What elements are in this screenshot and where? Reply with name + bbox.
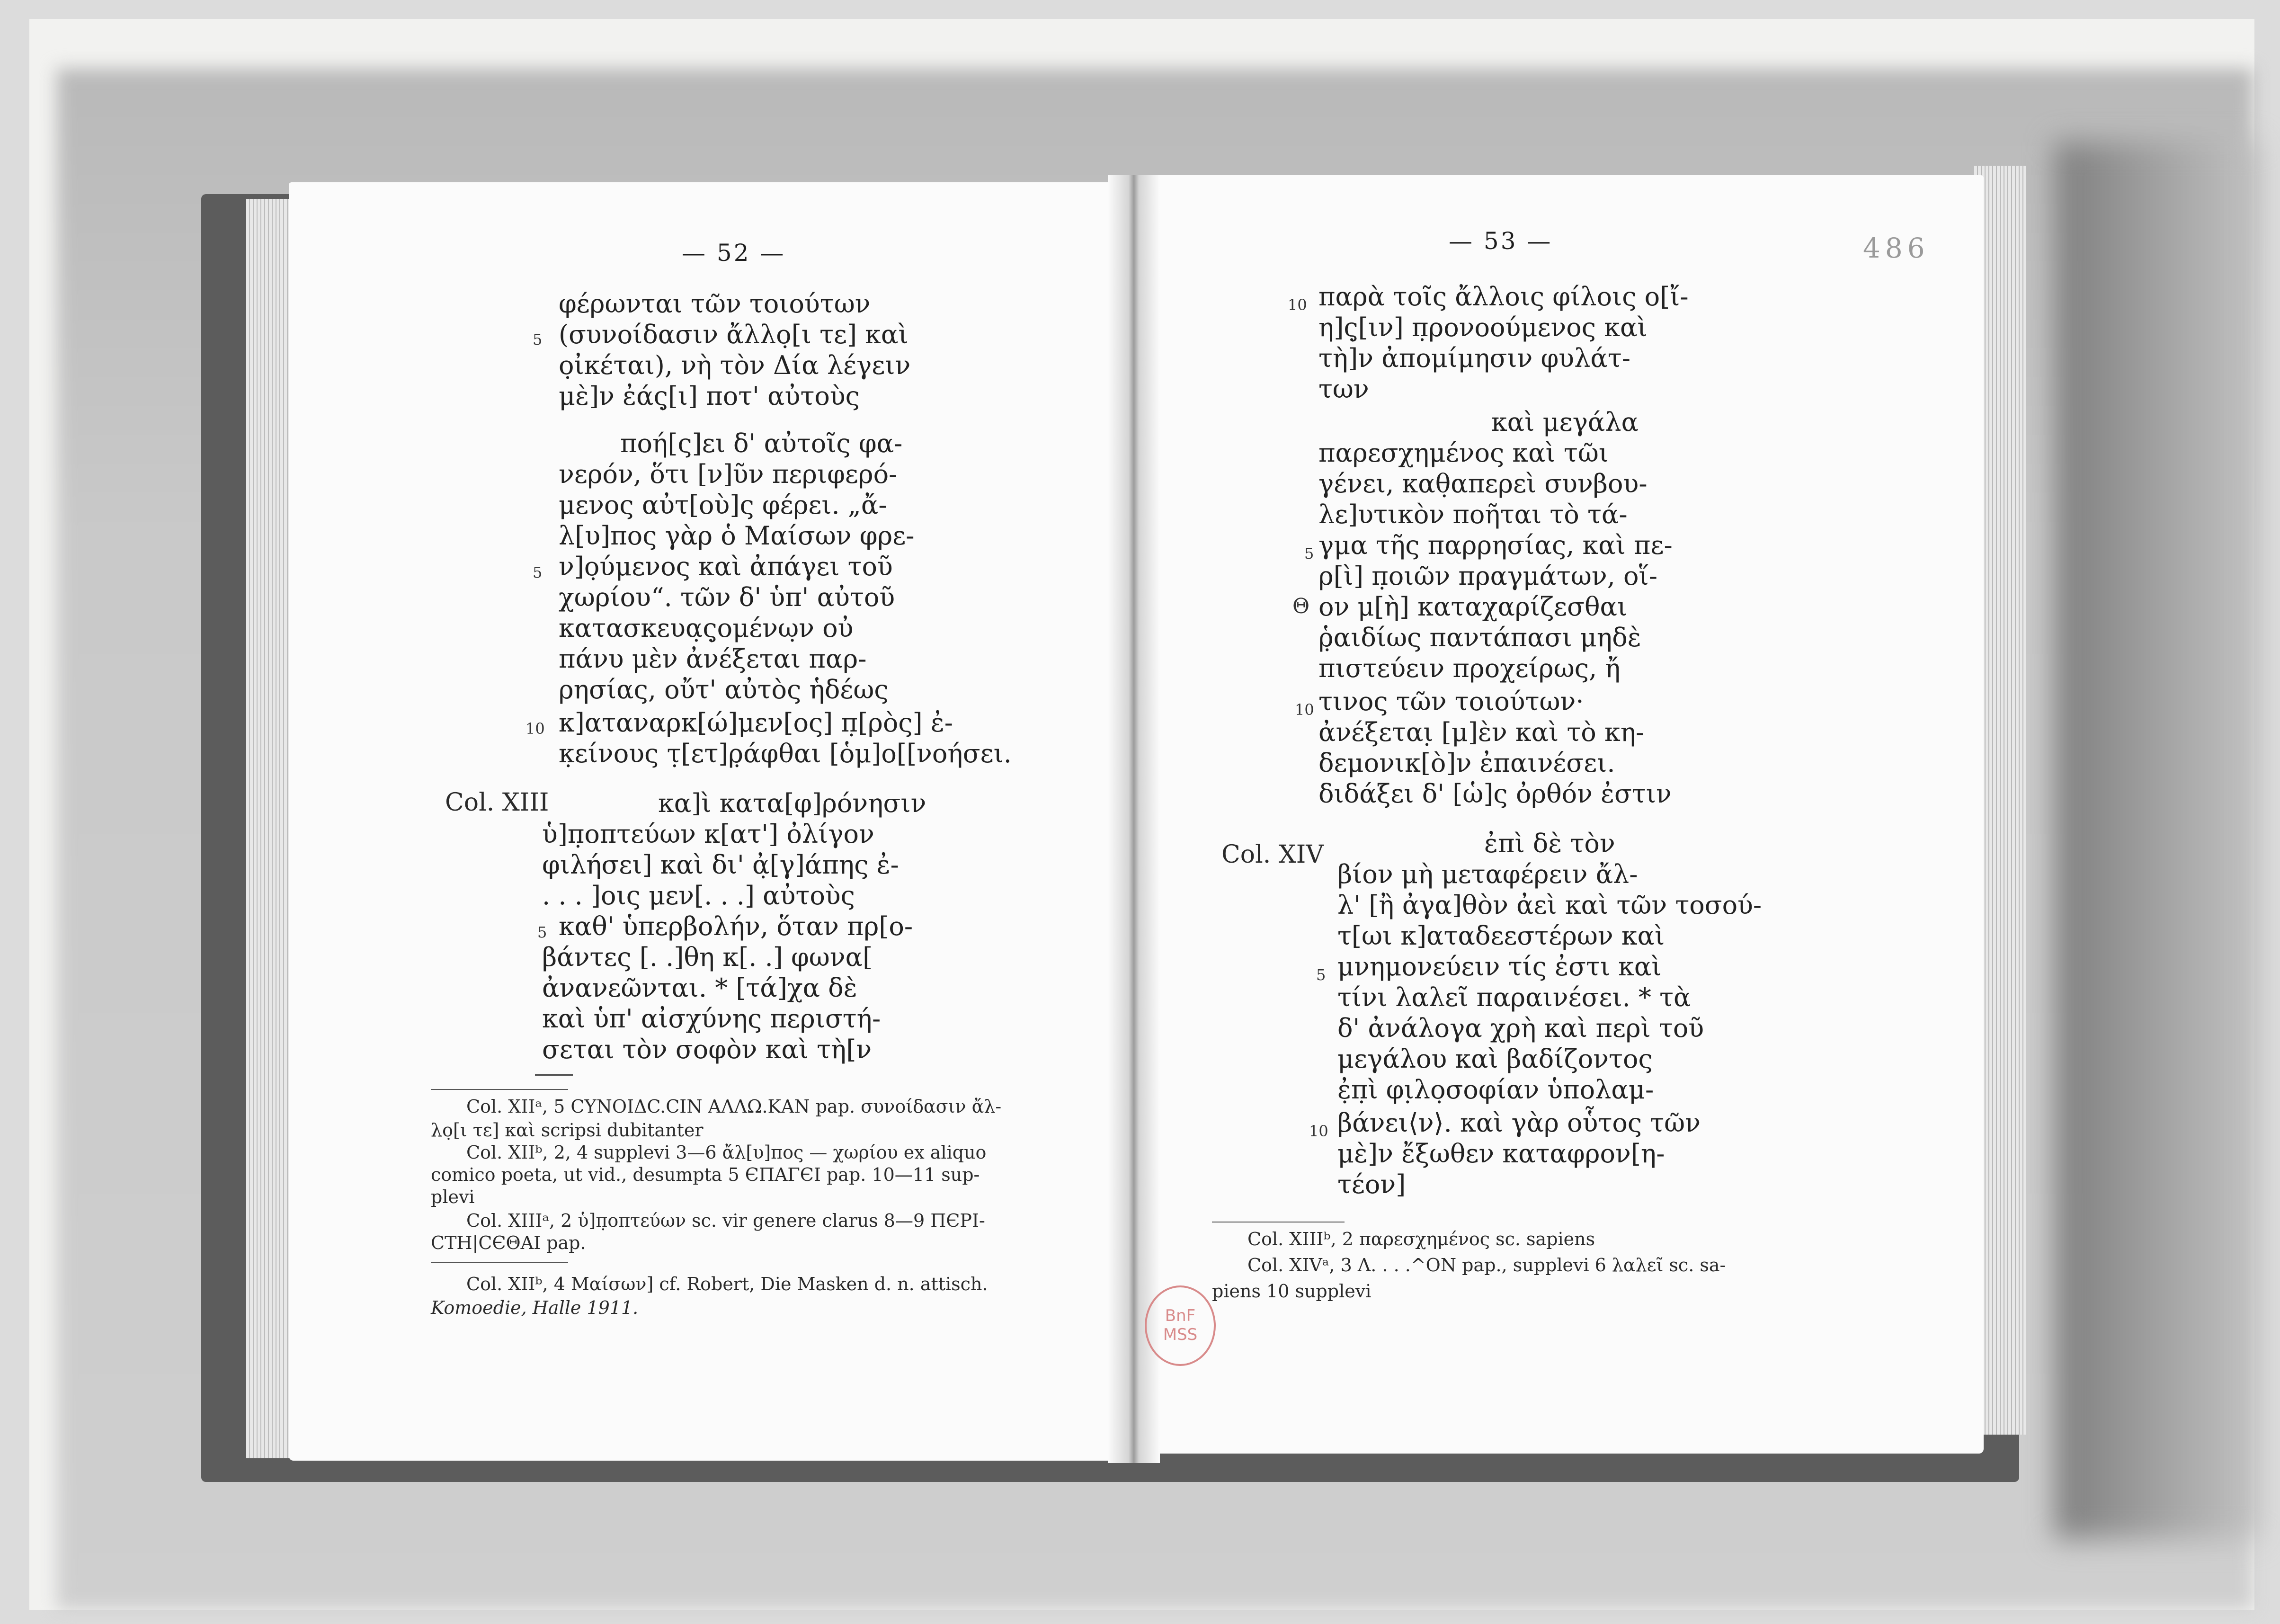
column-label: Col. XIV [1221,840,1324,869]
line-number: 5 [1316,966,1326,984]
text-line: (συνοίδασιν ἄλλο̣[ι τε] καὶ [559,320,908,349]
text-line: γένει, καθ̣απερεὶ συνβου- [1318,469,1648,499]
footnote-line: piens 10 supplevi [1212,1281,1372,1302]
text-line: τίνι λαλεῖ παραινέσει. * τὰ [1337,982,1691,1012]
stamp-line-2: MSS [1163,1325,1198,1344]
text-line: βίον μὴ μεταφέρειν ἄλ- [1337,859,1638,889]
footnote-line: λο̣[ι τε] καὶ scripsi dubitanter [431,1120,704,1141]
text-line: κ]αταναρκ[ώ]μεν[ος] π̣[ρὸς] ἐ- [559,708,953,738]
text-line: ἀνέξεται̣ [μ]ὲν καὶ τὸ κη- [1318,717,1645,747]
footnote-divider [431,1089,568,1090]
text-line: ὑ]π̣οπτεύων κ[ατ'] ὀλίγον [542,819,874,849]
footnote-divider-2 [431,1262,568,1263]
text-line: τινος τῶν τοιούτων· [1318,687,1584,716]
column-label: Col. XIII [445,788,549,817]
text-line: κατασκευα̣ς̣ομένω̣ν οὐ [559,613,854,643]
text-line: μεγάλου καὶ βαδίζοντος [1337,1044,1653,1074]
footnote-line: Col. XIIᵇ, 4 Μαίσων] cf. Robert, Die Masken d. n. attisch. [466,1274,988,1294]
page-number-right: — 53 — [1449,227,1553,255]
text-line: φέρωνται τῶν τοιούτων [559,289,871,319]
text-line: χωρίου“. τῶν δ' ὑπ' αὐτοῦ [559,582,895,612]
footnote-line: Col. XIIᵃ, 5 CYNOIΔC.CIN ΑΛΛΩ.ΚΑΝ pap. συνοίδασιν ἄλ- [466,1096,1002,1117]
page-edges-left [246,199,291,1458]
page-number-left: — 52 — [682,239,786,267]
text-line: δ' ἀνάλογα χρὴ καὶ περὶ τοῦ [1337,1013,1704,1043]
text-line: πάνυ μὲν ἀνέξεται παρ- [559,644,867,674]
text-line: κ̣είνους τ̣[ετ]ρ̣άφθαι [ὁμ]ο[[νοήσει. [559,739,1012,768]
footnote-line: CTH|CЄΘΑΙ pap. [431,1232,586,1253]
text-line: ο̣ἰκέται), νὴ τὸν Δία λέγειν [559,350,911,380]
text-line: πιστεύειν προχείρως, ἤ [1318,653,1621,683]
text-line: φιλήσει] καὶ δι' ἀ̣[γ]άπης ἐ- [542,850,899,880]
footnote-line: Komoedie, Halle 1911. [431,1297,639,1318]
text-line: μὲ]ν ἐάς̣[ι] ποτ' αὐτοὺς [559,381,860,411]
text-line: ἐ̣π̣ὶ φι̣λο̣σοφίαν ὑπολαμ- [1337,1075,1654,1105]
text-line: βάνει⟨ν⟩. καὶ γὰρ οὗτος τῶν [1337,1108,1701,1138]
text-line: βάντες [. .]θη κ[. .] φωνα[ [542,942,873,972]
text-line: τ[ωι κ]αταδεεστέρων καὶ [1337,921,1665,951]
line-number: 5 [533,330,543,348]
line-number: 10 [525,720,545,738]
text-line: λε]υτικὸν ποῆται τὸ τά- [1318,500,1628,529]
text-line: λ' [ἢ ἀγα]θὸν ἀεὶ καὶ τῶν τοσού- [1337,890,1762,920]
line-number: 5 [1304,544,1314,562]
text-line: ῥ̣αιδίως παντάπασι μηδὲ [1318,623,1641,652]
theta-mark: Θ [1292,594,1310,618]
text-line: ον μ[ὴ] καταχαρίζεσθαι [1318,592,1628,622]
text-line: ἐπὶ δὲ τὸν [1484,829,1615,858]
footnote-line: plevi [431,1187,475,1207]
text-line: ἀνανεῶνται. * [τά]χα δὲ [542,973,857,1003]
text-line: σεται τὸν σοφὸν καὶ τὴ[ν [542,1035,872,1064]
line-number: 5 [537,923,547,941]
text-line: καὶ ὑπ' αἰσχύνης περιστή- [542,1004,881,1034]
library-page-number: 486 [1863,232,1930,264]
text-line: τὴ]ν ἀπομίμησιν φυλάτ- [1318,343,1630,373]
text-line: ρ[ὶ] π̣οιῶν πραγμάτων, οἵ- [1318,561,1657,591]
text-line: ν]ο̣ύμενος καὶ ἀπάγει τοῦ [559,552,893,581]
text-line: μενος αὐτ[οὺ]ς φέρει. „ἄ- [559,490,887,520]
book-gutter [1108,175,1160,1463]
stamp-line-1: BnF [1165,1306,1196,1325]
line-number: 5 [533,563,543,581]
text-line: κα]ὶ κατα[φ]ρόνησιν [658,788,926,818]
end-mark [535,1074,573,1076]
text-line: δεμονικ[ὸ]ν ἐπαινέσει. [1318,748,1615,778]
footnote-line: Col. XIIᵇ, 2, 4 supplevi 3—6 ἄλ[υ]πος — χωρίου ex aliquo [466,1142,987,1163]
text-line: παρεσχημένος καὶ τῶι [1318,438,1609,468]
footnote-line: Col. XIIIᵇ, 2 παρεσχημένος sc. sapiens [1247,1229,1595,1249]
text-line: ποή[ς]ει δ' αὐτοῖς φα- [620,428,903,458]
text-line: διδάξει δ' [ὡ]ς ὀρθόν ἐστιν [1318,779,1672,809]
photo-shadow-right [2055,142,2258,1539]
text-line: των [1318,374,1369,404]
line-number: 10 [1295,701,1314,719]
text-line: νερόν, ὅτι [ν]ῦν περιφερό- [559,459,898,489]
line-number: 10 [1288,296,1307,314]
text-line: λ[υ]πος γὰρ ὁ Μαίσων φρε- [559,521,915,551]
footnote-line: Col. XIVᵃ, 3 Λ. . . .^ΟΝ pap., supplevi 6 λαλεῖ sc. sa- [1247,1255,1726,1276]
text-line: ρησίας, οὔτ' αὐτὸς ἡδέως [559,675,889,705]
text-line: γμα τῆς παρρησίας, καὶ πε- [1318,530,1673,560]
text-line: παρὰ τοῖς ἄλλοις φίλοις ο[ἴ- [1318,282,1689,312]
text-line: τέον] [1337,1169,1406,1199]
text-line: καὶ μεγάλα [1491,407,1639,437]
footnote-line: comico poeta, ut vid., desumpta 5 ЄΠΑΓЄΙ pap. 10—11 sup- [431,1164,980,1185]
text-line: μὲ]ν ἔξωθεν καταφρον[η- [1337,1139,1665,1169]
text-line: καθ' ὑπερβολήν, ὅταν πρ[ο- [559,911,913,941]
line-number: 10 [1309,1122,1328,1140]
text-line: η]ς̣[ιν] π̣ρονοούμενος καὶ [1318,312,1648,342]
library-stamp [1145,1285,1216,1366]
text-line: . . . ]οις μεν[. . .] αὐτοὺς [542,881,855,910]
text-line: μνημονεύειν τίς ἐστι καὶ [1337,952,1662,982]
footnote-line: Col. XIIIᵃ, 2 ὑ]π̣οπτεύων sc. vir genere clarus 8—9 ΠЄΡΙ- [466,1210,985,1231]
